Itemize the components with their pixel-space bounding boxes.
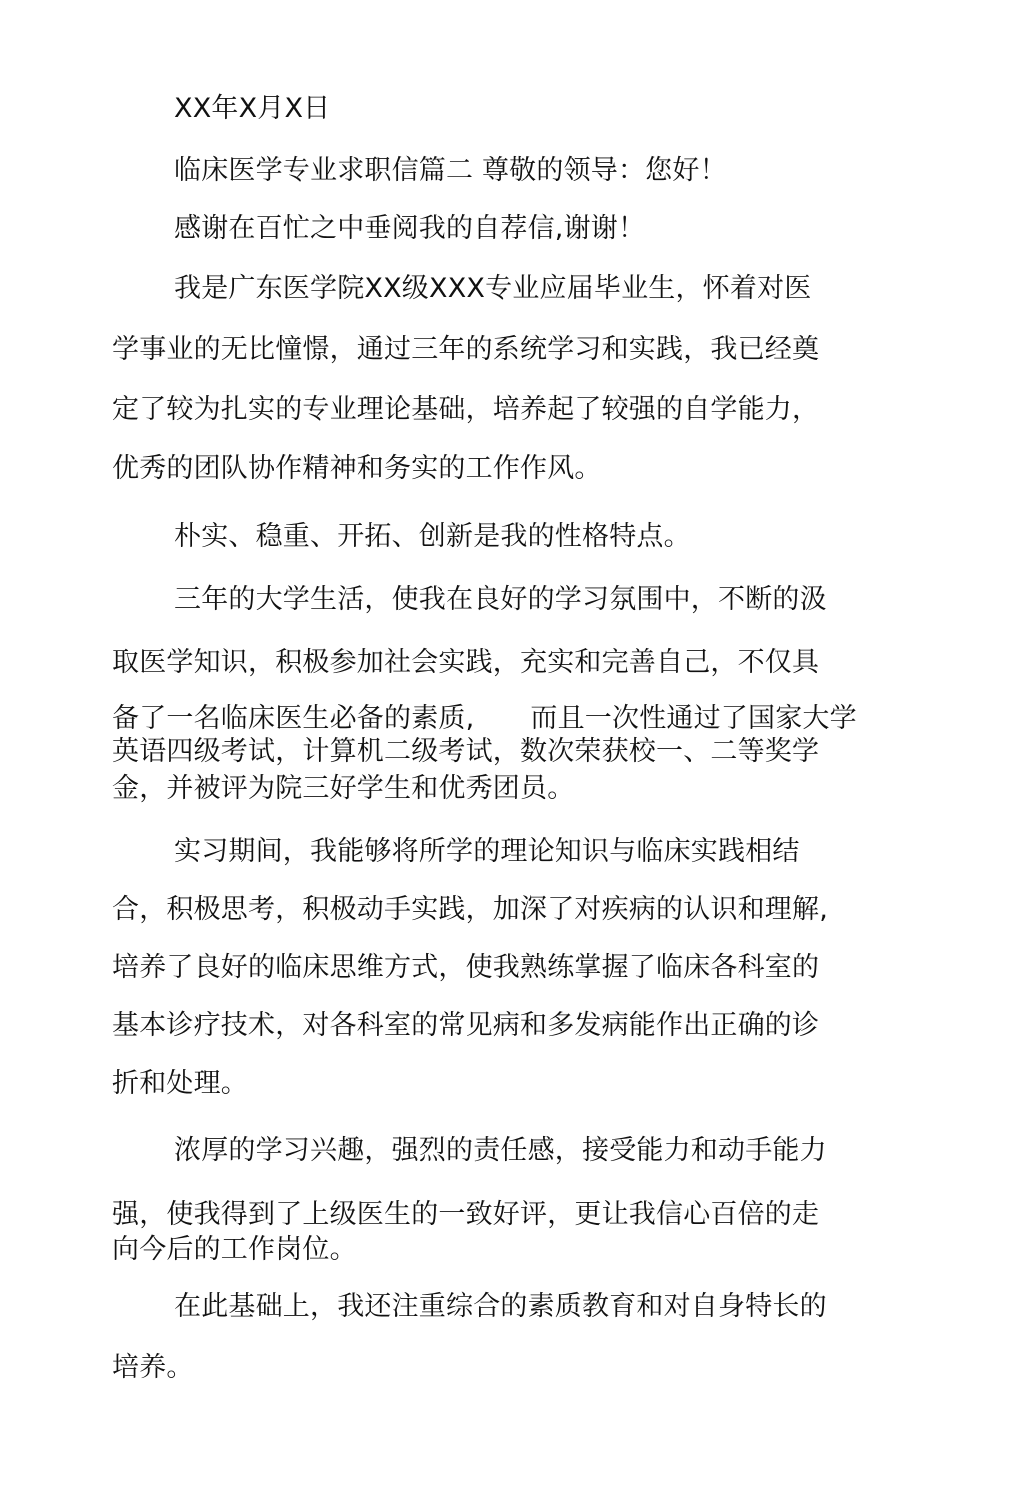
text-line xyxy=(112,702,857,736)
text-line: 在此基础上，我还注重综合的素质教育和对自身特长的 xyxy=(174,1291,827,1322)
text-line: 培养了良好的临床思维方式，使我熟练掌握了临床各科室的 xyxy=(112,952,820,983)
text-line: 向今后的工作岗位。 xyxy=(112,1234,357,1265)
title-line: 临床医学专业求职信篇二 尊敬的领导：您好！ xyxy=(174,155,727,186)
text-line: 培养。 xyxy=(112,1352,194,1383)
text-line: 合，积极思考，积极动手实践，加深了对疾病的认识和理解, xyxy=(112,894,828,925)
text-line: 定了较为扎实的专业理论基础，培养起了较强的自学能力， xyxy=(112,394,820,425)
text-line: 三年的大学生活，使我在良好的学习氛围中，不断的汲 xyxy=(174,584,827,615)
text-line: 金，并被评为院三好学生和优秀团员。 xyxy=(112,773,575,804)
text-line: 折和处理。 xyxy=(112,1068,248,1099)
date-line: XX年X月X日 xyxy=(174,93,331,124)
text-line: 英语四级考试，计算机二级考试，数次荣获校一、二等奖学 xyxy=(112,736,820,767)
text-line: 基本诊疗技术，对各科室的常见病和多发病能作出正确的诊 xyxy=(112,1010,820,1041)
text-line: 我是广东医学院XX级XXX专业应届毕业生，怀着对医 xyxy=(174,273,812,304)
text-segment: 备了一名临床医生必备的素质, xyxy=(112,703,475,734)
text-line: 取医学知识，积极参加社会实践，充实和完善自己，不仅具 xyxy=(112,647,820,678)
text-line: 实习期间，我能够将所学的理论知识与临床实践相结 xyxy=(174,836,800,867)
text-line: 优秀的团队协作精神和务实的工作作风。 xyxy=(112,453,602,484)
text-line: 朴实、稳重、开拓、创新是我的性格特点。 xyxy=(174,521,691,552)
text-line: 强，使我得到了上级医生的一致好评，更让我信心百倍的走 xyxy=(112,1199,820,1230)
text-line: 学事业的无比憧憬，通过三年的系统学习和实践，我已经奠 xyxy=(112,334,820,365)
text-segment: 而且一次性通过了国家大学 xyxy=(530,703,857,734)
text-line: 感谢在百忙之中垂阅我的自荐信,谢谢！ xyxy=(174,213,646,244)
text-line: 浓厚的学习兴趣，强烈的责任感，接受能力和动手能力 xyxy=(174,1135,827,1166)
